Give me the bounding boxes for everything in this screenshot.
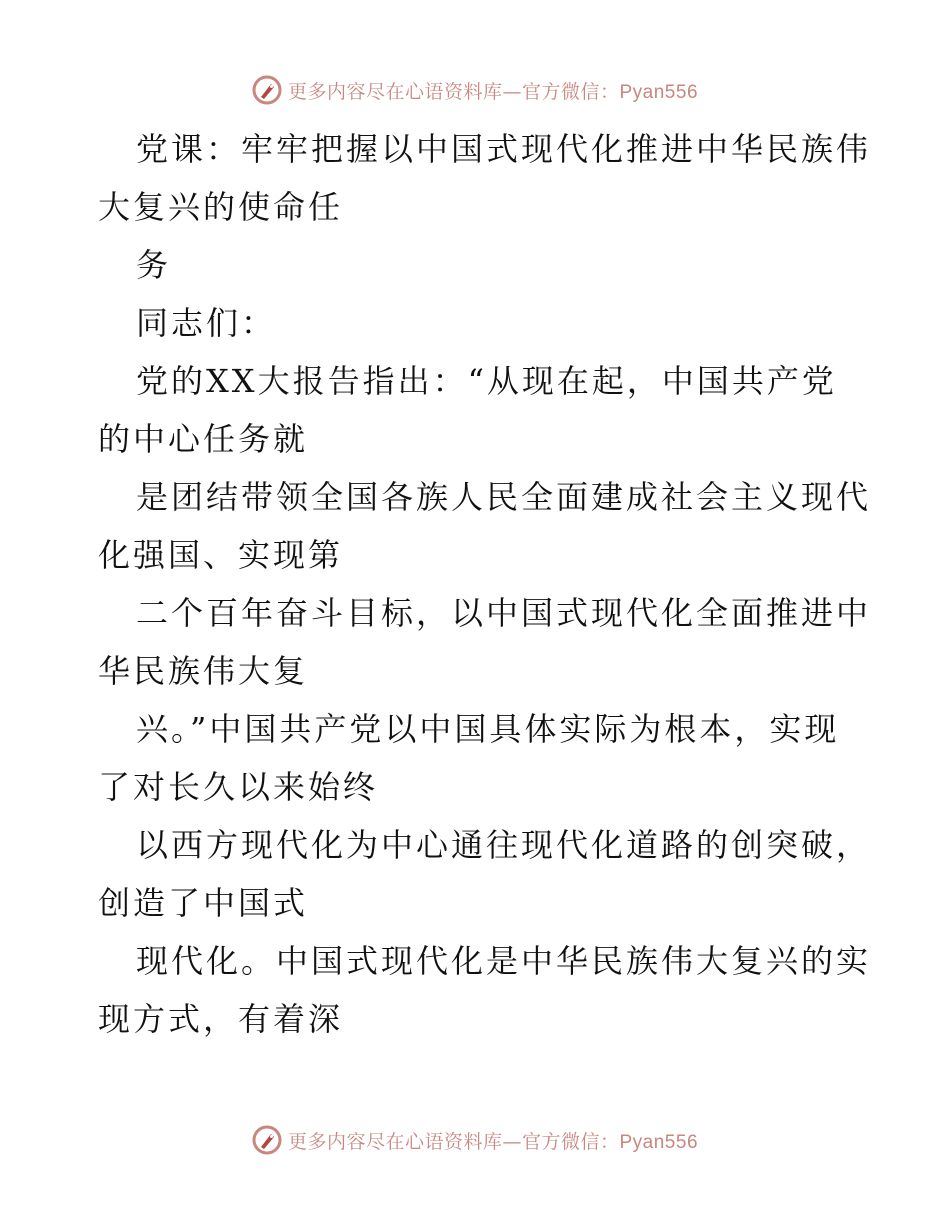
text-line: 华民族伟大复: [98, 652, 309, 690]
text-line: 兴。”中国共产党以中国具体实际为根本，实现: [136, 710, 840, 748]
text-line: 大复兴的使命任: [98, 188, 344, 226]
text-line: 现方式，有着深: [98, 1000, 344, 1038]
text-line: 现代化。中国式现代化是中华民族伟大复兴的实: [136, 942, 872, 980]
watermark-text: 更多内容尽在心语资料库—官方微信：Pyan556: [287, 80, 699, 103]
pen-nib-seal-icon: [252, 75, 282, 105]
text-line: 创造了中国式: [98, 884, 309, 922]
text-line: 化强国、实现第: [98, 536, 344, 574]
text-line: 党的XX大报告指出：“从现在起，中国共产党: [136, 362, 837, 400]
text-line: 的中心任务就: [98, 420, 309, 458]
text-line: 二个百年奋斗目标，以中国式现代化全面推进中: [136, 594, 872, 632]
document-body: [98, 120, 872, 1048]
watermark-text: 更多内容尽在心语资料库—官方微信：Pyan556: [287, 1130, 699, 1153]
text-line: 同志们：: [136, 304, 277, 342]
footer-watermark: [0, 1120, 950, 1160]
text-line: 党课：牢牢把握以中国式现代化推进中华民族伟: [136, 130, 872, 168]
text-line: 了对长久以来始终: [98, 768, 379, 806]
text-line: 是团结带领全国各族人民全面建成社会主义现代: [136, 478, 872, 516]
pen-nib-seal-icon: [252, 1125, 282, 1155]
text-line: 以西方现代化为中心通往现代化道路的创突破，: [136, 826, 872, 864]
header-watermark: [0, 70, 950, 110]
text-line: 务: [136, 246, 172, 284]
